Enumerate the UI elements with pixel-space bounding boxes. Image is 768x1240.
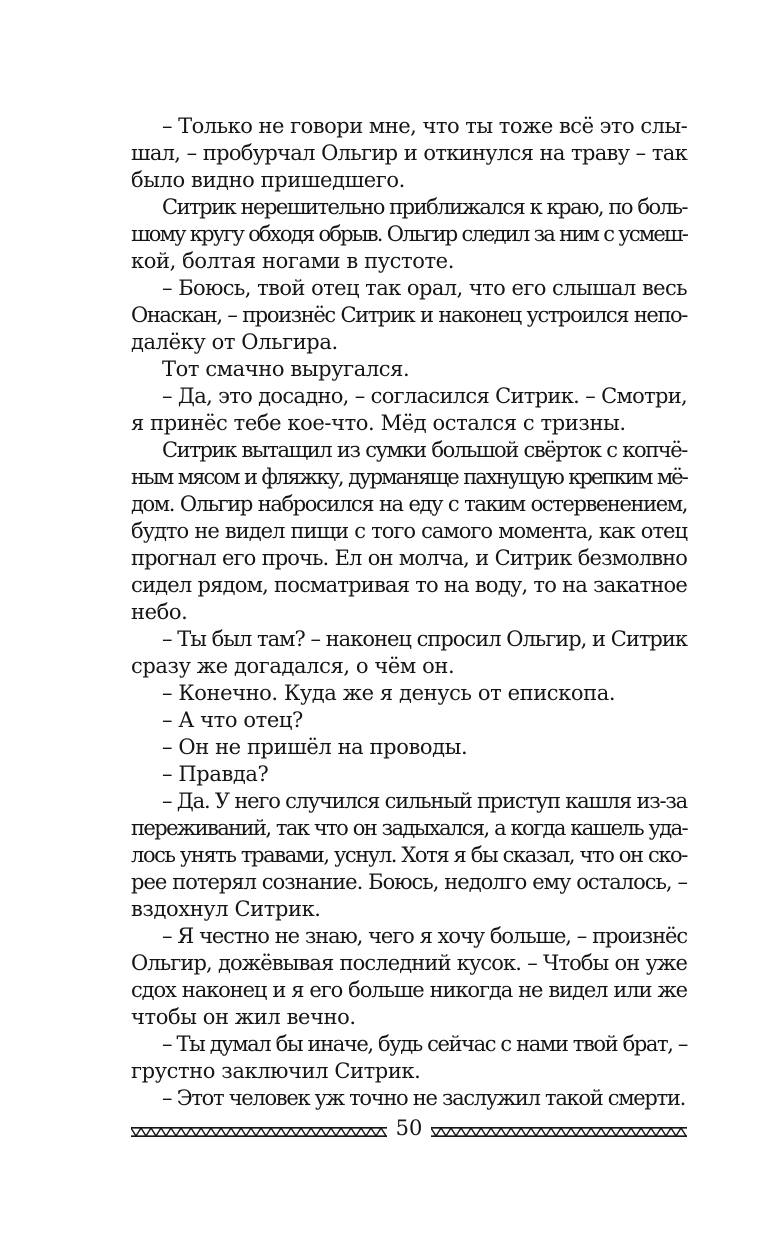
decorative-border-left <box>131 1127 387 1137</box>
text-line: будто не видел пищи с того самого момента, как отец <box>131 519 687 543</box>
text-line: – Да. У него случился сильный приступ кашля из-за <box>162 789 687 813</box>
paragraph <box>131 707 687 734</box>
text-line: далёку от Ольгира. <box>131 330 338 354</box>
text-line: – Конечно. Куда же я денусь от епископа. <box>162 681 616 705</box>
paragraph <box>131 734 687 761</box>
text-line: сразу же догадался, о чём он. <box>131 654 455 678</box>
text-line: небо. <box>131 600 188 624</box>
text-line: было видно пришедшего. <box>131 168 405 192</box>
text-line: я принёс тебе кое-что. Мёд остался с тризны. <box>131 411 626 435</box>
paragraph <box>131 113 687 194</box>
text-line: лось унять травами, уснул. Хотя я бы сказал, что он ско- <box>131 843 687 867</box>
text-line: прогнал его прочь. Ел он молча, и Ситрик безмолвно <box>131 546 687 570</box>
body-text <box>131 113 687 1112</box>
paragraph <box>131 680 687 707</box>
text-line: Тот смачно выругался. <box>162 357 410 381</box>
paragraph <box>131 923 687 1031</box>
text-line: дом. Ольгир набросился на еду с таким остервенением, <box>131 492 687 516</box>
text-line: – Я честно не знаю, чего я хочу больше, – произнёс <box>162 924 687 948</box>
text-line: – Этот человек уж точно не заслужил такой смерти. <box>162 1086 685 1110</box>
decorative-border-right <box>431 1127 687 1137</box>
page-number: 50 <box>395 1116 423 1140</box>
text-line: сидел рядом, посматривая то на воду, то на закатное <box>131 573 687 597</box>
paragraph <box>131 437 687 626</box>
text-line: – Правда? <box>162 762 269 786</box>
paragraph <box>131 761 687 788</box>
text-line: шал, – пробурчал Ольгир и откинулся на траву – так <box>131 141 687 165</box>
text-line: кой, болтая ногами в пустоте. <box>131 249 454 273</box>
text-line: ным мясом и фляжку, дурманяще пахнущую крепким мё- <box>131 465 687 489</box>
text-line: – Он не пришёл на проводы. <box>162 735 468 759</box>
text-line: Ситрик вытащил из сумки большой свёрток с копчё- <box>162 438 687 462</box>
text-line: – Ты был там? – наконец спросил Ольгир, и Ситрик <box>162 627 687 651</box>
paragraph <box>131 275 687 356</box>
text-line: Ситрик нерешительно приближался к краю, по боль- <box>162 195 687 219</box>
page-footer <box>131 1115 687 1147</box>
paragraph <box>131 626 687 680</box>
text-line: Ольгир, дожёвывая последний кусок. – Чтобы он уже <box>131 951 687 975</box>
text-line: Онаскан, – произнёс Ситрик и наконец устроился непо- <box>131 303 687 327</box>
text-line: – Да, это досадно, – согласился Ситрик. – Смотри, <box>162 384 687 408</box>
paragraph <box>131 356 687 383</box>
text-line: шому кругу обходя обрыв. Ольгир следил за ним с усмеш- <box>131 222 687 246</box>
text-line: – Ты думал бы иначе, будь сейчас с нами твой брат, – <box>162 1032 687 1056</box>
paragraph <box>131 1085 687 1112</box>
text-line: чтобы он жил вечно. <box>131 1005 356 1029</box>
text-line: рее потерял сознание. Боюсь, недолго ему осталось, – <box>131 870 687 894</box>
text-line: грустно заключил Ситрик. <box>131 1059 421 1083</box>
text-line: сдох наконец и я его больше никогда не видел или же <box>131 978 687 1002</box>
paragraph <box>131 194 687 275</box>
paragraph <box>131 1031 687 1085</box>
text-line: – А что отец? <box>162 708 303 732</box>
paragraph <box>131 383 687 437</box>
text-line: – Боюсь, твой отец так орал, что его слышал весь <box>162 276 687 300</box>
text-line: вздохнул Ситрик. <box>131 897 321 921</box>
paragraph <box>131 788 687 923</box>
text-line: – Только не говори мне, что ты тоже всё это слы- <box>162 114 688 138</box>
text-line: переживаний, так что он задыхался, а когда кашель уда- <box>131 816 687 840</box>
